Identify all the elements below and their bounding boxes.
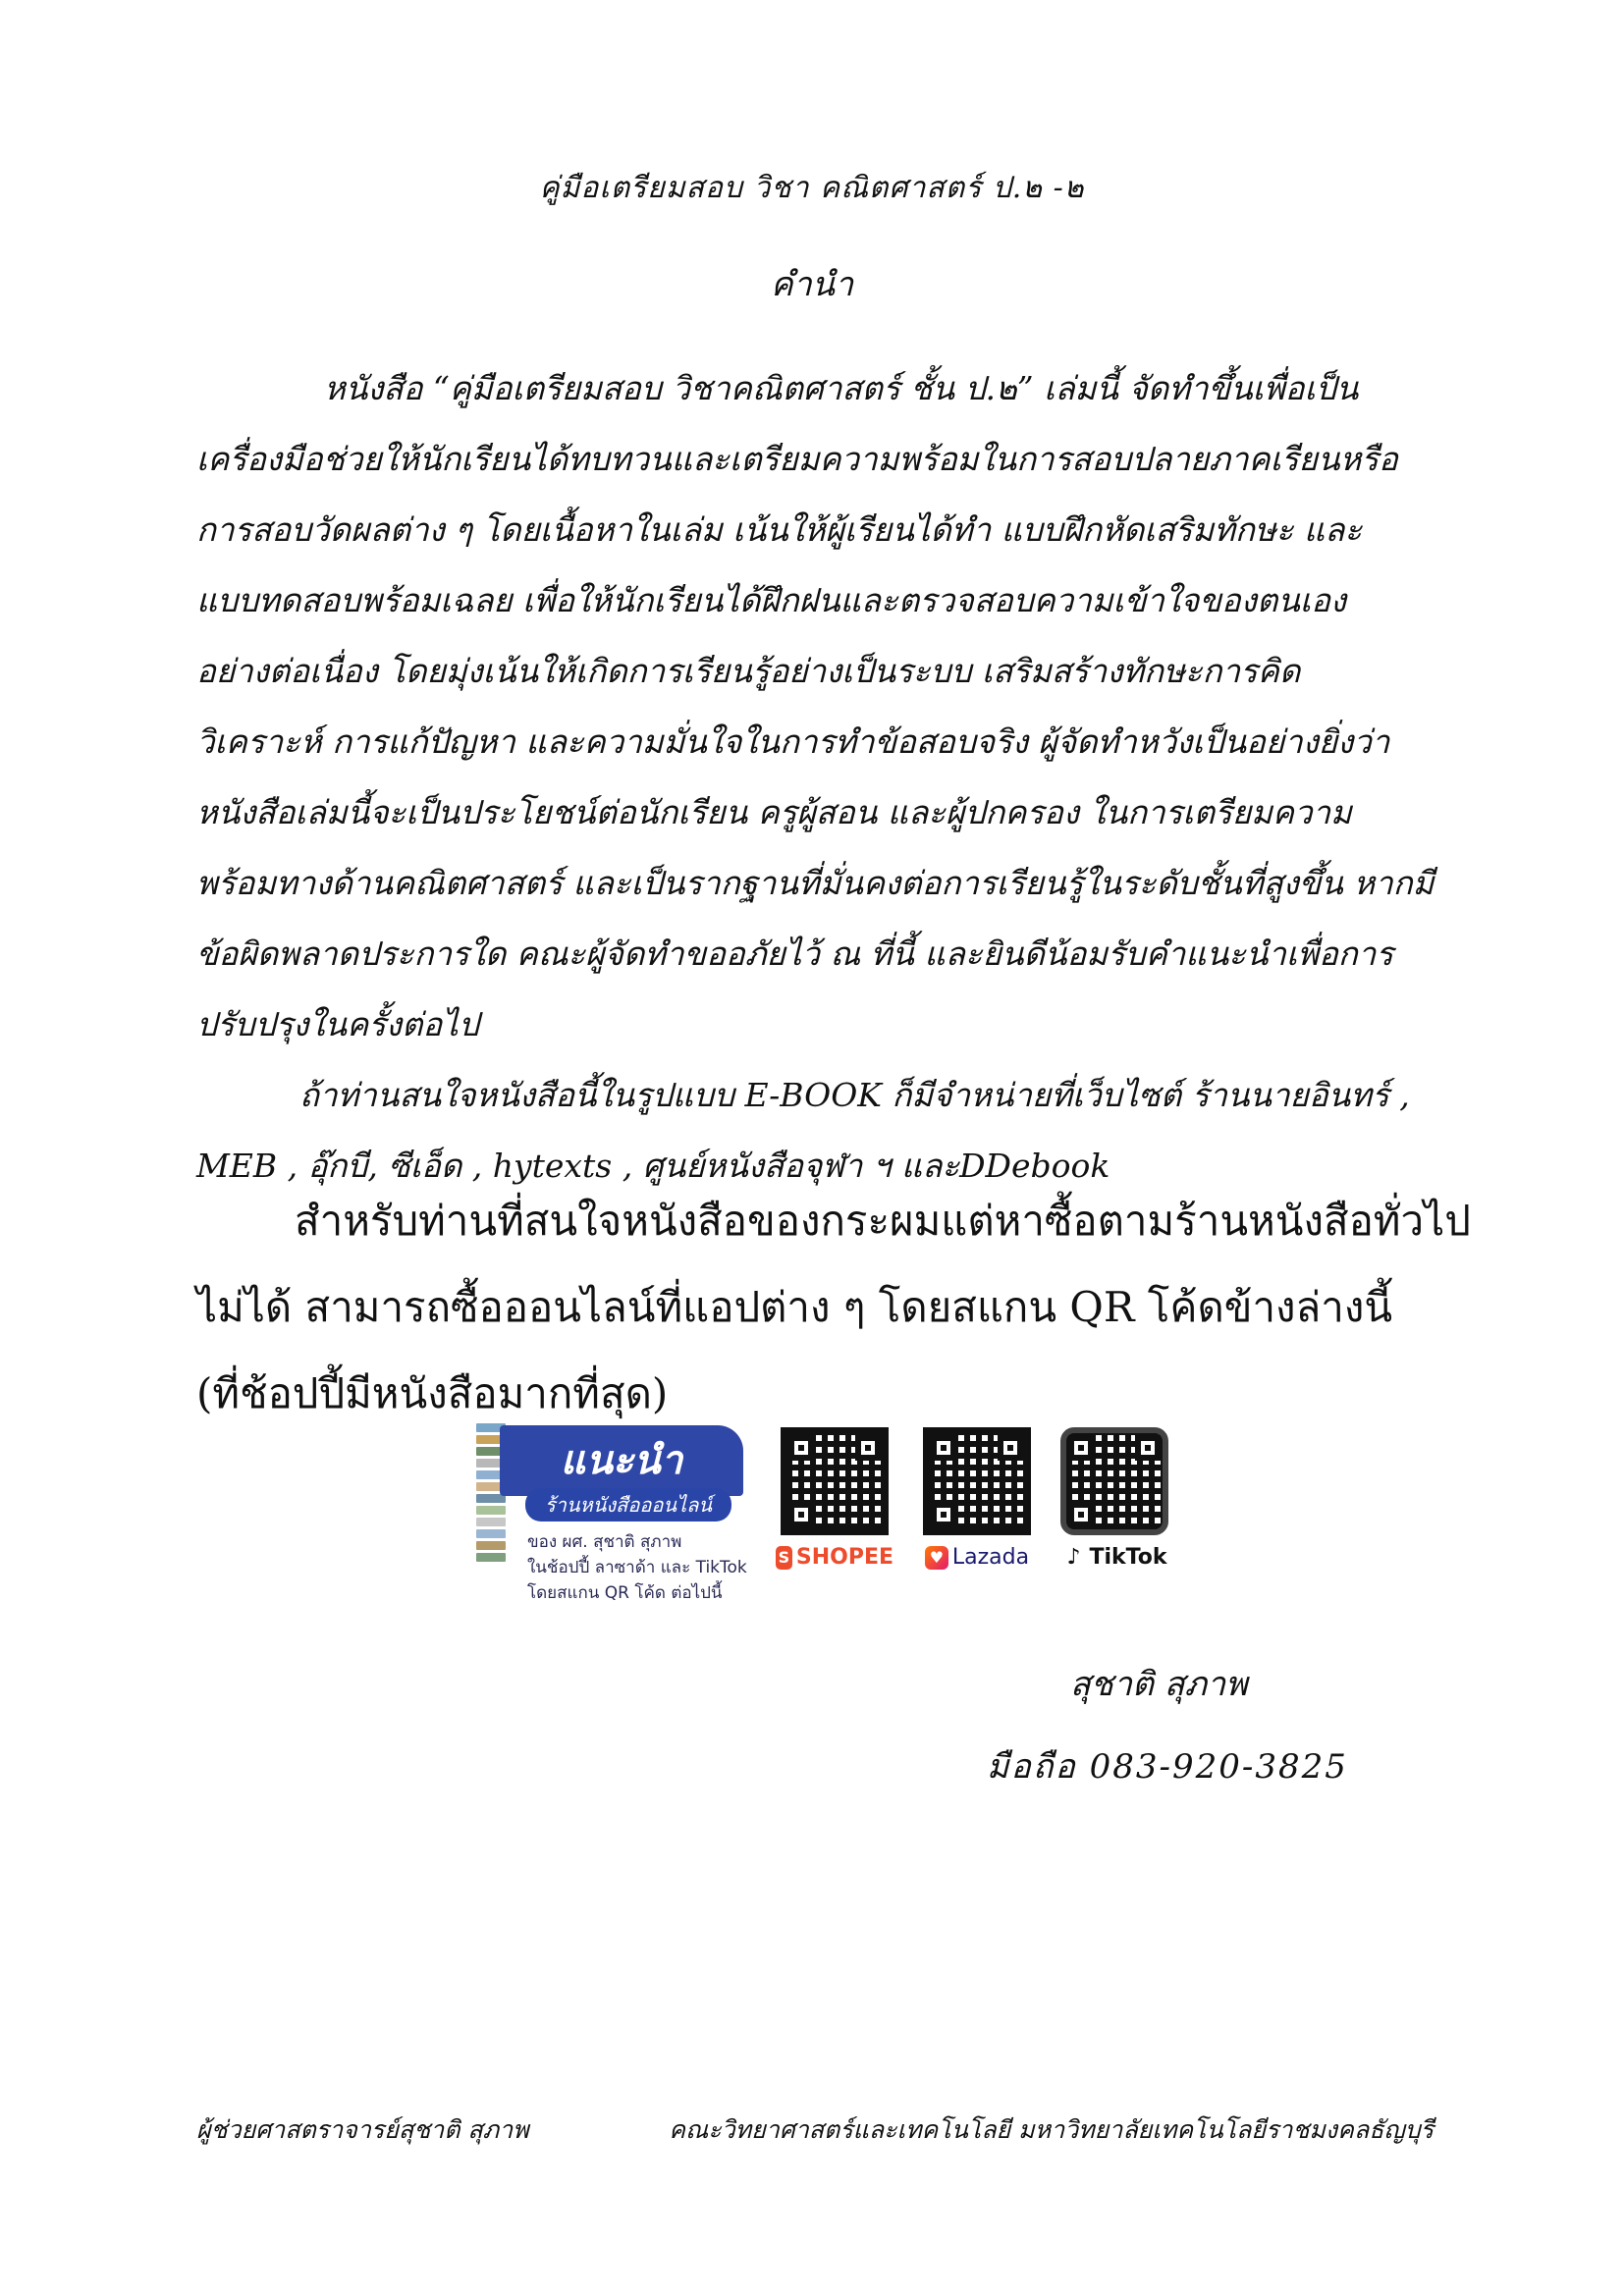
author-phone: มือถือ 083-920-3825 bbox=[987, 1747, 1348, 1787]
paragraph-line: หนังสือ “คู่มือเตรียมสอบ วิชาคณิตศาสตร์ ชั้น ป.๒” เล่มนี้ จัดทำขึ้นเพื่อเป็น bbox=[324, 369, 1359, 407]
footer-institution: คณะวิทยาศาสตร์และเทคโนโลยี มหาวิทยาลัยเทคโนโลยีราชมงคลธัญบุรี bbox=[669, 2115, 1434, 2144]
paragraph-line: แบบทดสอบพร้อมเฉลย เพื่อให้นักเรียนได้ฝึกฝนและตรวจสอบความเข้าใจของตนเอง bbox=[196, 581, 1347, 619]
paragraph-line: ข้อผิดพลาดประการใด คณะผู้จัดทำขออภัยไว้ ณ ที่นี้ และยินดีน้อมรับคำแนะนำเพื่อการ bbox=[196, 934, 1394, 973]
tiktok-qr-group[interactable] bbox=[1056, 1427, 1173, 1624]
shopee-qr-code[interactable] bbox=[781, 1427, 889, 1535]
promo-subtext-line: ของ ผศ. สุชาติ สุภาพ bbox=[527, 1532, 682, 1552]
lazada-qr-group[interactable] bbox=[918, 1427, 1036, 1624]
promo-banner bbox=[476, 1423, 771, 1629]
purchase-line: ไม่ได้ สามารถซื้อออนไลน์ที่แอปต่าง ๆ โดยสแกน QR โค้ดข้างล่างนี้ bbox=[196, 1283, 1393, 1331]
purchase-line: สำหรับท่านที่สนใจหนังสือของกระผมแต่หาซื้อตามร้านหนังสือทั่วไป bbox=[295, 1197, 1471, 1245]
author-signature: สุชาติ สุภาพ bbox=[1070, 1665, 1248, 1704]
lazada-qr-code[interactable] bbox=[923, 1427, 1031, 1535]
promo-subtext-line: ในช้อปปี้ ลาซาด้า และ TikTok bbox=[527, 1558, 747, 1577]
online-shop-badge: ร้านหนังสือออนไลน์ bbox=[525, 1488, 731, 1522]
promo-subtext bbox=[527, 1529, 783, 1606]
ebook-line: ถ้าท่านสนใจหนังสือนี้ในรูปแบบ E-BOOK ก็มีจำหน่ายที่เว็บไซต์ ร้านนายอินทร์ , bbox=[299, 1076, 1410, 1114]
recommend-badge: แนะนำ bbox=[500, 1425, 743, 1496]
paragraph-line: ปรับปรุงในครั้งต่อไป bbox=[196, 1005, 479, 1043]
online-shop-promo bbox=[476, 1423, 1183, 1629]
paragraph-line: เครื่องมือช่วยให้นักเรียนได้ทบทวนและเตรียมความพร้อมในการสอบปลายภาคเรียนหรือ bbox=[196, 440, 1398, 478]
tiktok-note-icon: ♪ bbox=[1066, 1544, 1081, 1570]
preface-body bbox=[196, 353, 1434, 1201]
footer-author: ผู้ช่วยศาสตราจารย์สุชาติ สุภาพ bbox=[196, 2115, 529, 2144]
tiktok-label: TikTok bbox=[1089, 1545, 1167, 1570]
paragraph-line: พร้อมทางด้านคณิตศาสตร์ และเป็นรากฐานที่มั่นคงต่อการเรียนรู้ในระดับชั้นที่สูงขึ้น หากมี bbox=[196, 864, 1435, 902]
page-title: คำนำ bbox=[770, 265, 854, 304]
purchase-line: (ที่ช้อปปี้มีหนังสือมากที่สุด) bbox=[196, 1369, 669, 1417]
page-header: คู่มือเตรียมสอบ วิชา คณิตศาสตร์ ป.๒ -๒ bbox=[539, 171, 1085, 205]
lazada-label: Lazada bbox=[951, 1545, 1030, 1570]
shopee-qr-group[interactable] bbox=[776, 1427, 893, 1624]
paragraph-line: หนังสือเล่มนี้จะเป็นประโยชน์ต่อนักเรียน ครูผู้สอน และผู้ปกครอง ในการเตรียมความ bbox=[196, 793, 1352, 831]
ebook-line: MEB , อุ๊กบี, ซีเอ็ด , hytexts , ศูนย์หนังสือจุฬา ฯ และDDebook bbox=[196, 1147, 1110, 1185]
lazada-heart-icon: ♥ bbox=[925, 1546, 948, 1570]
shopee-bag-icon: S bbox=[776, 1546, 792, 1570]
page-footer bbox=[196, 2110, 1434, 2150]
online-purchase-note bbox=[196, 1178, 1471, 1437]
shopee-label: SHOPEE bbox=[795, 1545, 893, 1570]
paragraph-line: อย่างต่อเนื่อง โดยมุ่งเน้นให้เกิดการเรียนรู้อย่างเป็นระบบ เสริมสร้างทักษะการคิด bbox=[196, 652, 1301, 690]
paragraph-line: การสอบวัดผลต่าง ๆ โดยเนื้อหาในเล่ม เน้นให้ผู้เรียนได้ทำ แบบฝึกหัดเสริมทักษะ และ bbox=[196, 510, 1363, 549]
tiktok-qr-code[interactable] bbox=[1060, 1427, 1168, 1535]
paragraph-line: วิเคราะห์ การแก้ปัญหา และความมั่นใจในการทำข้อสอบจริง ผู้จัดทำหวังเป็นอย่างยิ่งว่า bbox=[196, 722, 1390, 761]
promo-subtext-line: โดยสแกน QR โค้ด ต่อไปนี้ bbox=[527, 1583, 723, 1603]
